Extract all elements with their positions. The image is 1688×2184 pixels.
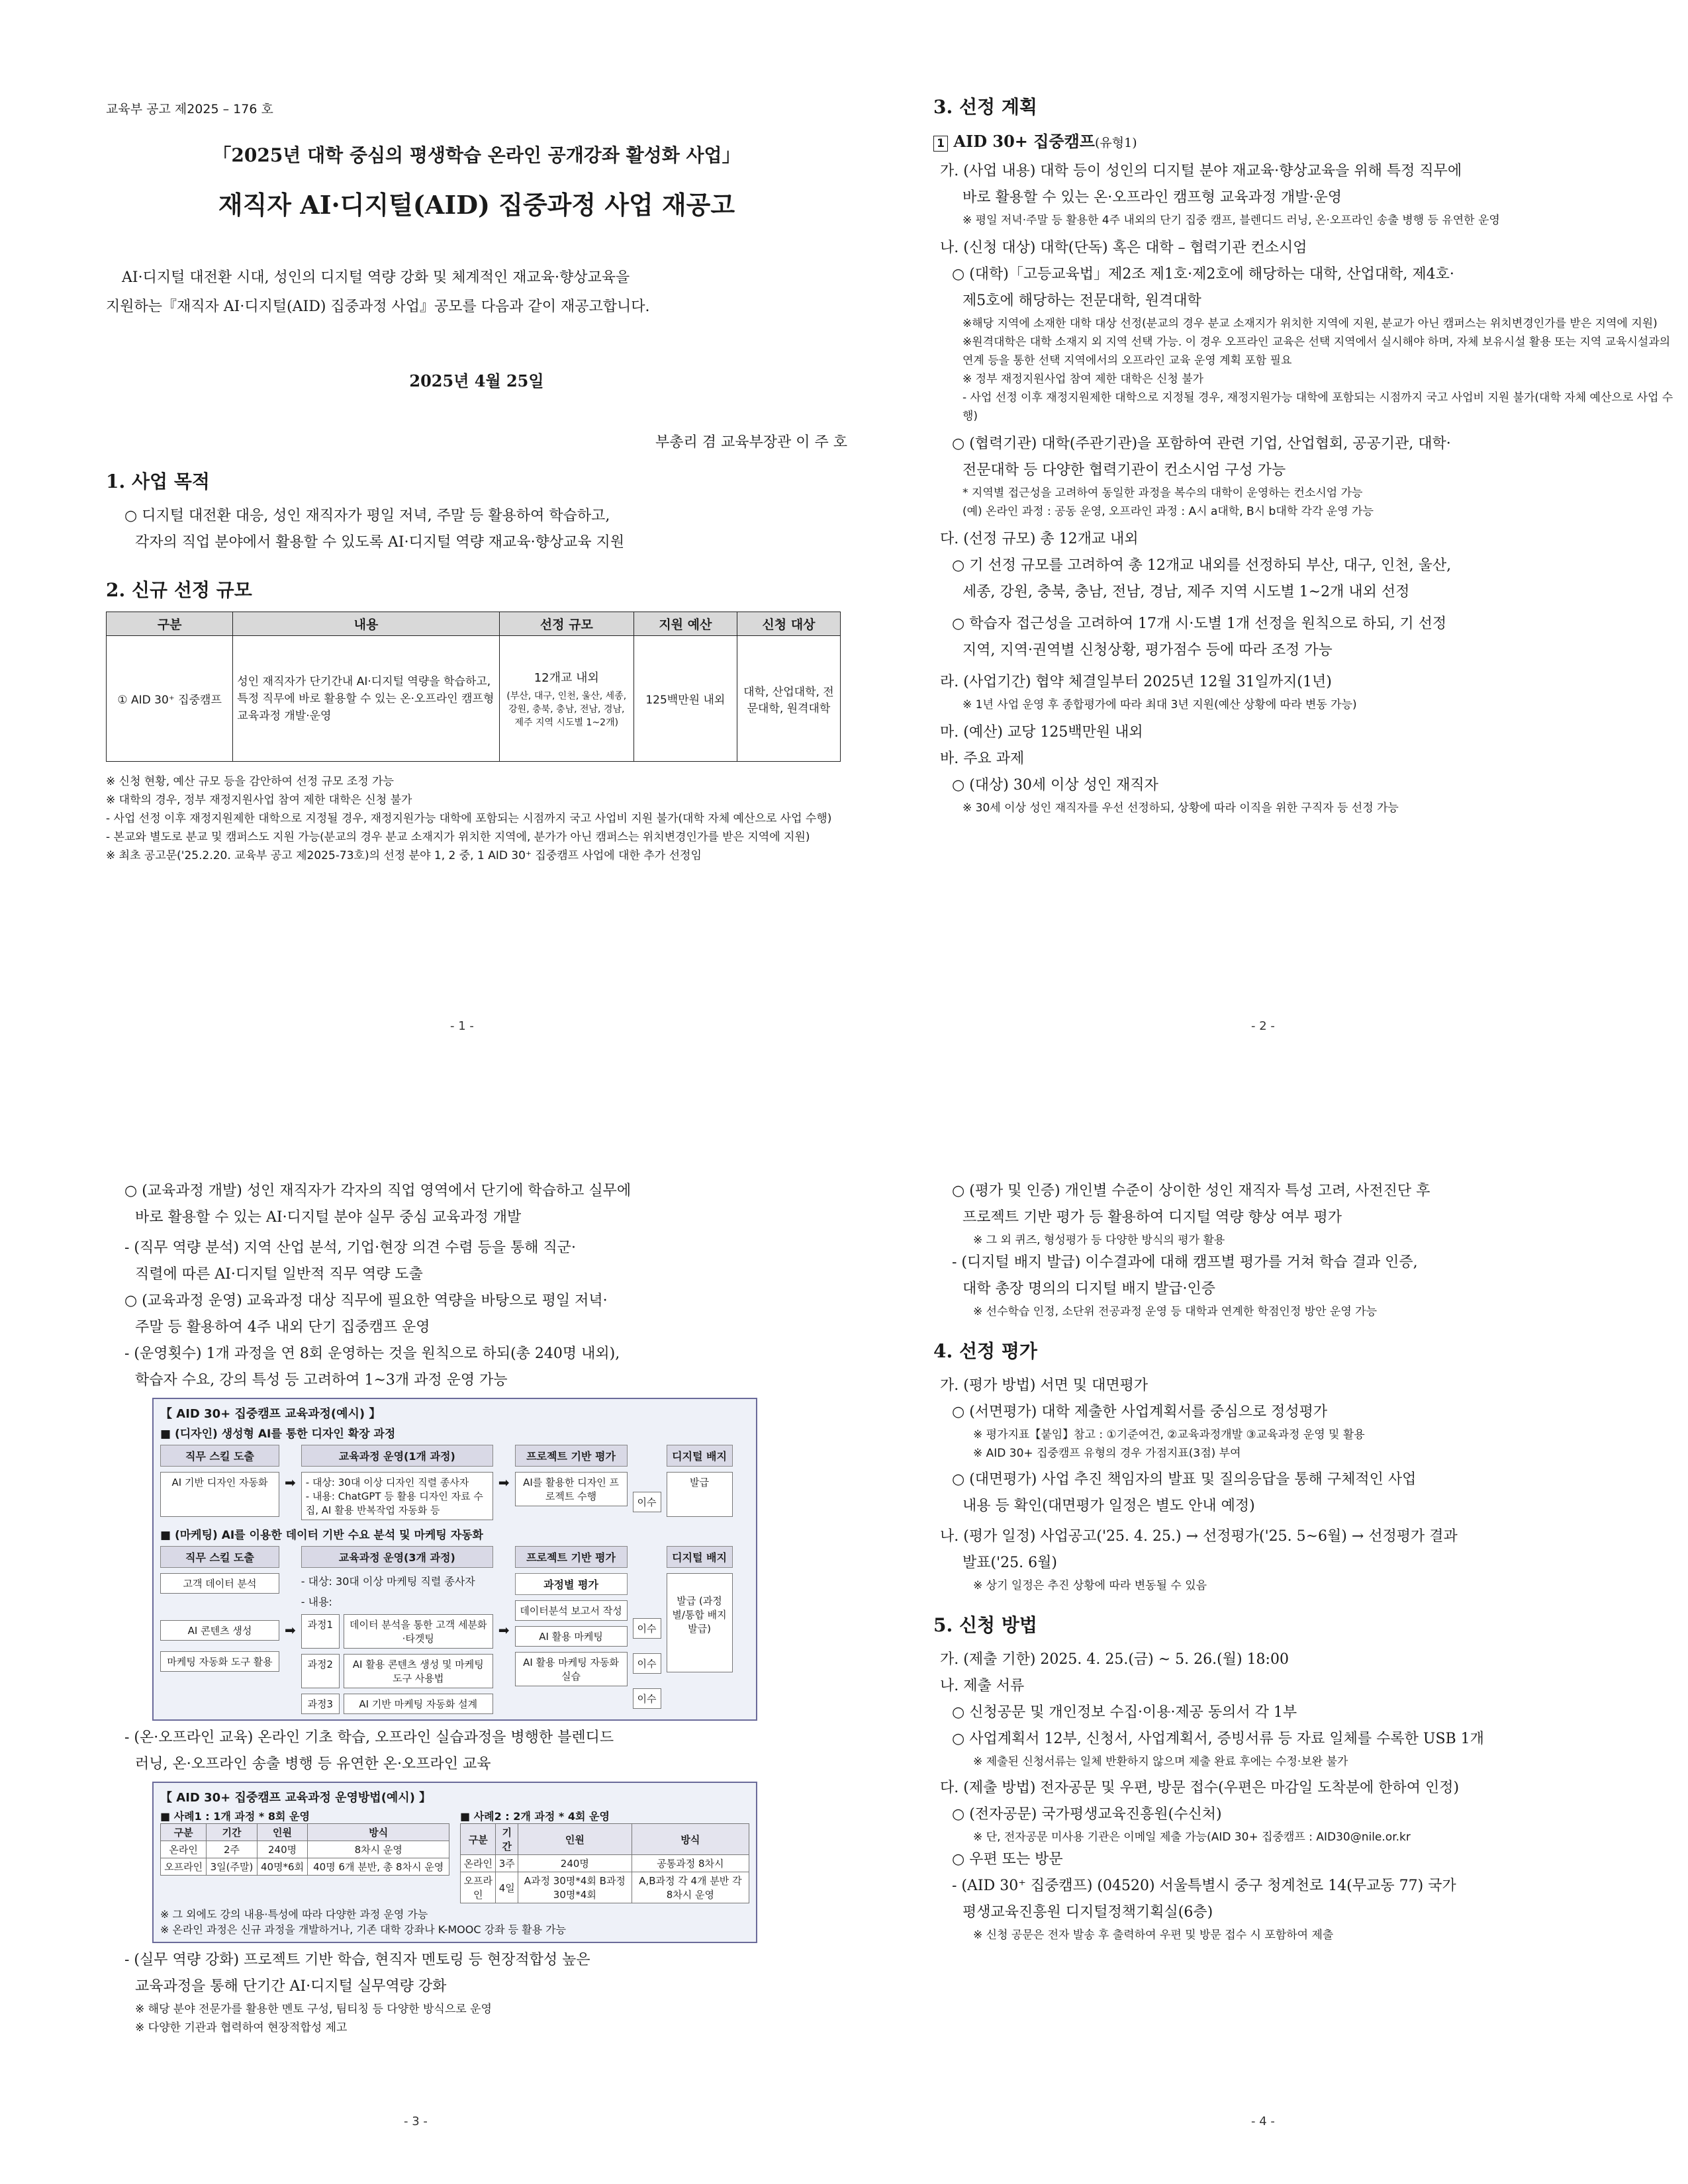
p3-c2: 주말 등 활용하여 4주 내외 단기 집중캠프 운영 [135,1319,430,1336]
note: ※ 평가지표【붙임】참고 : ①기준여건, ②교육과정개발 ③교육과정 운영 및 활용 [973,1428,1365,1441]
na-line4: 전문대학 등 다양한 협력기관이 컨소시엄 구성 가능 [962,462,1286,478]
p4-na-l2: 발표('25. 6월) [962,1555,1057,1571]
p3-a1: ○ (교육과정 개발) 성인 재직자가 각자의 직업 영역에서 단기에 학습하고 실무에 [124,1183,632,1199]
p3-e1: - (온·오프라인 교육) 온라인 기초 학습, 오프라인 실습과정을 병행한 블렌디드 [124,1729,614,1746]
page-number: - 1 - [450,1019,474,1033]
ex1-course [301,1472,493,1520]
page-4 [933,1178,1675,2128]
ex2-course-desc: 데이터 분석을 통한 고객 세분화·타겟팅 [344,1614,493,1649]
camp-type: (유형1) [1094,136,1137,150]
case1 [160,1808,449,1903]
ba-title: 바. 주요 과제 [940,751,1025,767]
note: ※ AID 30+ 집중캠프 유형의 경우 가점지표(3점) 부여 [973,1447,1241,1460]
page-3 [106,1178,847,2128]
td: 3일(주말) [207,1858,257,1876]
col-head: 교육과정 운영(3개 과정) [301,1546,493,1568]
col-head: 디지털 배지 [667,1445,733,1467]
p4-da5-l1: ○ (전자공문) 국가평생교육진흥원(수신처) [952,1806,1222,1823]
p4-ga-l3: 내용 등 확인(대면평가 일정은 별도 안내 예정) [962,1498,1255,1514]
camp-heading [933,128,1675,152]
td: 오프라인 [461,1872,496,1903]
th-type: 구분 [107,612,233,636]
ex2-eval: AI 활용 마케팅 [515,1626,628,1647]
td-target: 대학, 산업대학, 전문대학, 원격대학 [737,636,840,762]
td: 4일 [496,1872,518,1903]
example1-flow [160,1445,749,1520]
th: 방식 [308,1824,449,1841]
note: (예) 온라인 과정 : 공동 운영, 오프라인 과정 : A시 a대학, B시 b대학 각각 운영 가능 [962,505,1374,518]
ex2-content: - 내용: [301,1596,332,1608]
ra-title: 라. (사업기간) 협약 체결일부터 2025년 12월 31일까지(1년) [940,674,1332,690]
note: - 사업 선정 이후 재정지원제한 대학으로 지정될 경우, 재정지원가능 대학에 포함되는 시점까지 국고 사업비 지원 불가(대학 자체 예산으로 사업 수행) [106,812,832,825]
col-head: 프로젝트 기반 평가 [515,1546,628,1568]
notice-number: 교육부 공고 제2025 – 176 호 [106,102,273,116]
ba-line1: ○ (대상) 30세 이상 성인 재직자 [952,777,1158,794]
ex2-skill: AI 콘텐츠 생성 [160,1620,279,1641]
col-head: 직무 스킬 도출 [160,1445,279,1467]
th: 구분 [461,1824,496,1855]
th-content: 내용 [233,612,500,636]
page-1 [106,99,847,1033]
td: 공통과정 8차시 [632,1855,749,1872]
col-head: 직무 스킬 도출 [160,1546,279,1568]
ga-line1: 가. (사업 내용) 대학 등이 성인의 디지털 분야 재교육·향상교육을 위해 특정 직무에 [940,163,1462,179]
ga-line2: 바로 활용할 수 있는 온·오프라인 캠프형 교육과정 개발·운영 [962,189,1342,206]
td: 8차시 운영 [308,1841,449,1858]
example1-title: ■ (디자인) 생성형 AI를 통한 디자인 확장 과정 [160,1428,396,1441]
note: * 지역별 접근성을 고려하여 동일한 과정을 복수의 대학이 운영하는 컨소시엄 가능 [962,486,1363,500]
th-target: 신청 대상 [737,612,840,636]
s2-notes [106,772,847,865]
s1-line1: ○ 디지털 대전환 대응, 성인 재직자가 평일 저녁, 주말 등 활용하여 학습하고, [124,508,610,524]
th: 인원 [518,1824,632,1855]
p4-a1: ○ (평가 및 인증) 개인별 수준이 상이한 성인 재직자 특성 고려, 사전진단 후 [952,1183,1430,1199]
p4-b-note: ※ 선수학습 인정, 소단위 전공과정 운영 등 대학과 연계한 학점인정 방안 운영 가능 [973,1305,1377,1318]
p4-b1: - (디지털 배지 발급) 이수결과에 대해 캠프별 평가를 거쳐 학습 결과 인증, [952,1254,1418,1271]
page-number: - 3 - [404,2115,428,2128]
td-content: 성인 재직자가 단기간내 AI·디지털 역량을 학습하고, 특정 직무에 바로 활용할 수 있는 온·오프라인 캠프형 교육과정 개발·운영 [233,636,500,762]
td-budget: 125백만원 내외 [633,636,737,762]
p4-da5: 다. (제출 방법) 전자공문 및 우편, 방문 접수(우편은 마감일 도착분에 한하여 인정) [940,1780,1460,1796]
p4-da5-note2: ※ 신청 공문은 전자 발송 후 출력하여 우편 및 방문 접수 시 포함하여 제출 [973,1929,1334,1942]
page-2 [933,93,1675,1033]
camp-number-box: 1 [933,136,948,152]
p4-da5-l3: - (AID 30⁺ 집중캠프) (04520) 서울특별시 중구 청계천로 14(무교동 77) 국가 [952,1878,1456,1894]
p3-b1: - (직무 역량 분석) 지역 산업 분석, 기업·현장 의견 수렴 등을 통해 직군· [124,1240,577,1256]
arrow-right-icon: ➡ [285,1475,296,1490]
td: A과정 30명*4회 B과정 30명*4회 [518,1872,632,1903]
note: ※ 해당 분야 전문가를 활용한 멘토 구성, 팀티칭 등 다양한 방식으로 운영 [135,2003,492,2016]
case1-table [160,1823,449,1876]
p3-f-notes [106,2000,847,2037]
td: 2주 [207,1841,257,1858]
s1-line2: 각자의 직업 분야에서 활용할 수 있도록 AI·디지털 역량 재교육·향상교육 지원 [135,534,625,551]
p3-f1: - (실무 역량 강화) 프로젝트 기반 학습, 현직자 멘토링 등 현장적합성 높은 [124,1952,590,1968]
section-1-title: 1. 사업 목적 [106,471,210,492]
intro-line1: AI·디지털 대전환 시대, 성인의 디지털 역량 강화 및 체계적인 재교육·향상교육을 [122,269,630,286]
case2 [460,1808,749,1903]
ex1-badge: 발급 [667,1472,733,1517]
p4-da5-l4: 평생교육진흥원 디지털정책기획실(6층) [962,1904,1213,1921]
td: 240명 [257,1841,308,1858]
ex2-eval: 데이터분석 보고서 작성 [515,1600,628,1621]
ex2-course-row [301,1614,493,1649]
na-line2: 제5호에 해당하는 전문대학, 원격대학 [962,293,1201,309]
th: 방식 [632,1824,749,1855]
ex1-project: AI를 활용한 디자인 프로젝트 수행 [515,1472,628,1506]
operation-example-box [152,1782,757,1943]
p4-na5: 나. 제출 서류 [940,1678,1025,1694]
page-number: - 2 - [1251,1019,1275,1033]
section-5-title: 5. 신청 방법 [933,1614,1037,1636]
ex2-target: - 대상: 30대 이상 마케팅 직렬 종사자 [301,1575,475,1588]
ga-note: ※ 평일 저녁·주말 등 활용한 4주 내외의 단기 집중 캠프, 블렌디드 러닝, 온·오프라인 송출 병행 등 유연한 운영 [962,214,1500,227]
box1-title: 【 AID 30+ 집중캠프 교육과정(예시) 】 [160,1407,381,1421]
ex2-eval-head: 과정별 평가 [515,1573,628,1595]
ba-note: ※ 30세 이상 성인 재직자를 우선 선정하되, 상황에 따라 이직을 위한 구직자 등 선정 가능 [962,801,1399,815]
th: 기간 [207,1824,257,1841]
p4-a2: 프로젝트 기반 평가 등 활용하여 디지털 역량 향상 여부 평가 [962,1209,1342,1226]
ex2-eval: AI 활용 마케팅 자동화 실습 [515,1652,628,1686]
example2-title: ■ (마케팅) AI를 이용한 데이터 기반 수요 분석 및 마케팅 자동화 [160,1529,483,1542]
td: 40명 6개 분반, 총 8차시 운영 [308,1858,449,1876]
td: 온라인 [461,1855,496,1872]
case1-title: ■ 사례1 : 1개 과정 * 8회 운영 [160,1810,310,1823]
section-4-title: 4. 선정 평가 [933,1340,1037,1362]
doc-title-line1: 「2025년 대학 중심의 평생학습 온라인 공개강좌 활성화 사업」 [212,144,741,166]
p4-na5-note: ※ 제출된 신청서류는 일체 반환하지 않으며 제출 완료 후에는 수정·보완 불가 [973,1755,1348,1768]
notice-date: 2025년 4월 25일 [409,371,544,390]
ex2-skill: 마케팅 자동화 도구 활용 [160,1651,279,1672]
p4-ga-notes [933,1426,1675,1463]
ex2-course-row [301,1654,493,1688]
p4-ga5: 가. (제출 기한) 2025. 4. 25.(금) ~ 5. 26.(월) 18:00 [940,1651,1289,1668]
ex2-course-row [301,1694,493,1714]
note: ※ 정부 재정지원사업 참여 제한 대학은 신청 불가 [962,373,1204,386]
p4-ga-l2: ○ (대면평가) 사업 추진 책임자의 발표 및 질의응답을 통해 구체적인 사업 [952,1471,1417,1488]
th-scale: 선정 규모 [499,612,633,636]
ex1-pass: 이수 [633,1492,661,1512]
col-head: 교육과정 운영(1개 과정) [301,1445,493,1467]
p4-a-note: ※ 그 외 퀴즈, 형성평가 등 다양한 방식의 평가 활용 [973,1234,1225,1247]
note: ※해당 지역에 소재한 대학 대상 선정(분교의 경우 분교 소재지가 위치한 지역에 지원, 분교가 아닌 캠퍼스는 위치변경인가를 받은 지역에 지원) [962,317,1658,330]
td-scale [499,636,633,762]
p4-b2: 대학 총장 명의의 디지털 배지 발급·인증 [962,1281,1215,1297]
td: 3주 [496,1855,518,1872]
note: ※원격대학은 대학 소재지 외 지역 선택 가능. 이 경우 오프라인 교육은 선택 지역에서 실시해야 하며, 자체 보유시설 활용 또는 지역 교육시설과의 연계 등을 통한 선택 지역에서의 오프라인 교육 운영 계획 포함 필요 [962,336,1671,367]
page-number: - 4 - [1251,2115,1275,2128]
ex2-pass: 이수 [633,1618,661,1639]
td-type: ① AID 30⁺ 집중캠프 [107,636,233,762]
ex2-course-desc: AI 활용 콘텐츠 생성 및 마케팅 도구 사용법 [344,1654,493,1688]
td: 온라인 [161,1841,207,1858]
da-line2: 세종, 강원, 충북, 충남, 전남, 경남, 제주 지역 시도별 1~2개 내외 선정 [962,584,1410,600]
da-line4: 지역, 지역·권역별 신청상황, 평가점수 등에 따라 조정 가능 [962,642,1333,659]
td: 240명 [518,1855,632,1872]
th: 기간 [496,1824,518,1855]
section-2-title: 2. 신규 선정 규모 [106,579,252,601]
ex2-course: 과정1 [301,1614,340,1649]
p4-na5-l2: ○ 사업계획서 12부, 신청서, 사업계획서, 증빙서류 등 자료 일체를 수록한 USB 1개 [952,1731,1484,1747]
na-notes2 [933,484,1675,521]
doc-title-line2: 재직자 AI·디지털(AID) 집중과정 사업 재공고 [218,190,735,220]
ex1-course-target: - 대상: 30대 이상 디자인 직렬 종사자 [305,1477,469,1488]
note: ※ 신청 현황, 예산 규모 등을 감안하여 선정 규모 조정 가능 [106,775,394,788]
case-tables [160,1808,749,1903]
note: - 사업 선정 이후 재정지원제한 대학으로 지정될 경우, 재정지원가능 대학에 포함되는 시점까지 국고 사업비 지원 불가(대학 자체 예산으로 사업 수행) [962,391,1673,423]
note: ※ 최초 공고문('25.2.20. 교육부 공고 제2025-73호)의 선정 분야 1, 2 중, 1 AID 30⁺ 집중캠프 사업에 대한 추가 선정임 [106,849,702,862]
note: - 본교와 별도로 분교 및 캠퍼스도 지원 가능(분교의 경우 분교 소재지가 위치한 지역에, 분가가 아닌 캠퍼스는 위치변경인가를 받은 지역에 지원) [106,831,810,844]
p4-na-note: ※ 상기 일정은 추진 상황에 따라 변동될 수 있음 [973,1579,1207,1592]
ex2-pass: 이수 [633,1688,661,1709]
da-line1: ○ 기 선정 규모를 고려하여 총 12개교 내외를 선정하되 부산, 대구, 인천, 울산, [952,557,1452,574]
scale-main: 12개교 내외 [534,670,599,685]
ex2-course: 과정3 [301,1694,340,1714]
p3-d1: - (운영횟수) 1개 과정을 연 8회 운영하는 것을 원칙으로 하되(총 240명 내외), [124,1345,620,1362]
curriculum-example-box [152,1398,757,1721]
p4-da5-note: ※ 단, 전자공문 미사용 기관은 이메일 제출 가능(AID 30+ 집중캠프 : AID30@nile.or.kr [973,1831,1411,1844]
p4-ga-title: 가. (평가 방법) 서면 및 대면평가 [940,1377,1149,1394]
col-head: 디지털 배지 [667,1546,733,1568]
selection-scale-table [106,612,841,762]
p3-e2: 러닝, 온·오프라인 송출 병행 등 유연한 온·오프라인 교육 [135,1756,491,1772]
example2-flow [160,1546,749,1714]
na-line1: ○ (대학)「고등교육법」제2조 제1호·제2호에 해당하는 대학, 산업대학, 제4호· [952,266,1454,283]
p3-d2: 학습자 수요, 강의 특성 등 고려하여 1~3개 과정 운영 가능 [135,1372,508,1388]
arrow-right-icon: ➡ [498,1475,510,1490]
p4-na-l1: 나. (평가 일정) 사업공고('25. 4. 25.) → 선정평가('25. 5~6월) → 선정평가 결과 [940,1528,1458,1545]
da-line3: ○ 학습자 접근성을 고려하여 17개 시·도별 1개 선정을 원칙으로 하되, 기 선정 [952,615,1447,632]
note: ※ 다양한 기관과 협력하여 현장적합성 제고 [135,2021,348,2034]
box2-title: 【 AID 30+ 집중캠프 교육과정 운영방법(예시) 】 [160,1791,432,1805]
th: 인원 [257,1824,308,1841]
note: ※ 대학의 경우, 정부 재정지원사업 참여 제한 대학은 신청 불가 [106,794,412,807]
p3-a2: 바로 활용할 수 있는 AI·디지털 분야 실무 중심 교육과정 개발 [135,1209,522,1226]
td: 40명*6회 [257,1858,308,1876]
th: 구분 [161,1824,207,1841]
td: 오프라인 [161,1858,207,1876]
col-head: 프로젝트 기반 평가 [515,1445,628,1467]
p4-na5-l1: ○ 신청공문 및 개인정보 수집·이용·제공 동의서 각 1부 [952,1704,1297,1721]
box2-note: ※ 그 외에도 강의 내용·특성에 따라 다양한 과정 운영 가능 [160,1908,428,1921]
arrow-right-icon: ➡ [285,1622,296,1638]
box2-note: ※ 온라인 과정은 신규 과정을 개발하거나, 기존 대학 강좌나 K-MOOC 강좌 등 활용 가능 [160,1923,567,1936]
ex2-skill: 고객 데이터 분석 [160,1573,279,1594]
ex1-skill: AI 기반 디자인 자동화 [160,1472,279,1517]
th-budget: 지원 예산 [633,612,737,636]
ma-title: 마. (예산) 교당 125백만원 내외 [940,724,1143,741]
intro-paragraph [106,263,847,322]
na-title: 나. (신청 대상) 대학(단독) 혹은 대학 – 협력기관 컨소시엄 [940,240,1307,256]
p4-ga-l1: ○ (서면평가) 대학 제출한 사업계획서를 중심으로 정성평가 [952,1404,1328,1420]
ex2-course-desc: AI 기반 마케팅 자동화 설계 [344,1694,493,1714]
intro-line2: 지원하는『재직자 AI·디지털(AID) 집중과정 사업』공모를 다음과 같이 재공고합니다. [106,298,650,315]
scale-note: (부산, 대구, 인천, 울산, 세종, 강원, 충북, 충남, 전남, 경남, 제주 지역 시도별 1~2개) [506,690,627,728]
ex2-pass: 이수 [633,1653,661,1674]
camp-title: AID 30+ 집중캠프 [953,132,1095,151]
na-notes [933,314,1675,426]
signer: 부총리 겸 교육부장관 이 주 호 [655,434,847,451]
p3-f2: 교육과정을 통해 단기간 AI·디지털 실무역량 강화 [135,1978,447,1995]
ex1-course-content: - 내용: ChatGPT 등 활용 디자인 자료 수집, AI 활용 반복작업 자동화 등 [305,1490,483,1516]
p4-da5-l2: ○ 우편 또는 방문 [952,1851,1063,1868]
section-3-title: 3. 선정 계획 [933,96,1037,118]
ex2-course: 과정2 [301,1654,340,1688]
p3-c1: ○ (교육과정 운영) 교육과정 대상 직무에 필요한 역량을 바탕으로 평일 저녁· [124,1293,608,1309]
ra-note: ※ 1년 사업 운영 후 종합평가에 따라 최대 3년 지원(예산 상황에 따라 변동 가능) [962,698,1357,711]
td: A,B과정 각 4개 분반 각 8차시 운영 [632,1872,749,1903]
p3-b2: 직렬에 따른 AI·디지털 일반적 직무 역량 도출 [135,1266,423,1283]
arrow-right-icon: ➡ [498,1622,510,1638]
da-title: 다. (선정 규모) 총 12개교 내외 [940,531,1139,547]
na-line3: ○ (협력기관) 대학(주관기관)을 포함하여 관련 기업, 산업협회, 공공기관, 대학· [952,435,1451,452]
case2-table [460,1823,749,1903]
ex2-badge: 발급 (과정별/통합 배지 발급) [667,1573,733,1672]
case2-title: ■ 사례2 : 2개 과정 * 4회 운영 [460,1810,610,1823]
